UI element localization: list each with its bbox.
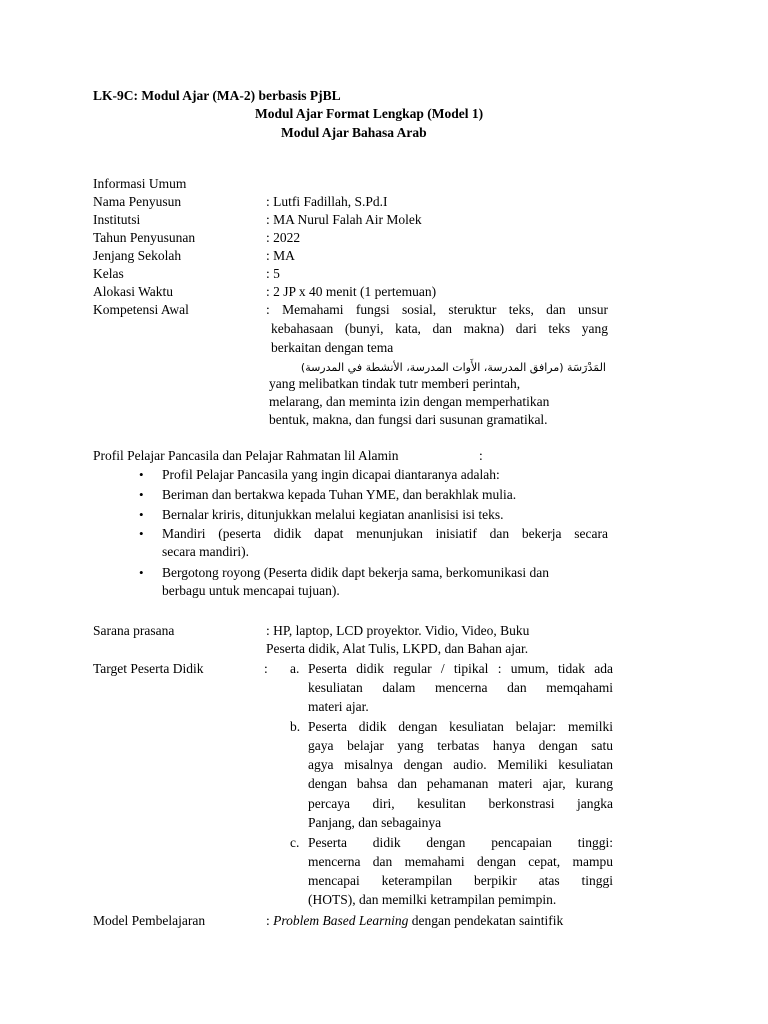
target-item-line: Peserta didik dengan pencapaian tinggi: (308, 835, 613, 850)
info-label-kelas: Kelas (93, 266, 124, 281)
profil-item: Bergotong royong (Peserta didik dapt bekerja sama, berkomunikasi dan (162, 565, 550, 580)
target-item-line: Peserta didik dengan kesuliatan belajar: memilki (308, 719, 613, 734)
module-format-title: Modul Ajar Format Lengkap (Model 1) (255, 106, 484, 121)
target-item-line: (HOTS), dan memilki ketrampilan pemimpin. (308, 892, 557, 907)
info-value-kelas: : 5 (266, 266, 280, 281)
profil-item-continuation: secara mandiri). (162, 544, 249, 559)
target-item-line: Peserta didik regular / tipikal : umum, tidak ada (308, 661, 613, 676)
kompetensi-line: kebahasaan (bunyi, kata, dan makna) dari teks yang (271, 321, 608, 336)
kompetensi-line: bentuk, makna, dan fungsi dari susunan gramatikal. (269, 412, 548, 427)
info-label-kompetensi: Kompetensi Awal (93, 302, 189, 317)
info-label-jenjang: Jenjang Sekolah (93, 248, 182, 263)
profil-item-continuation: berbagu untuk mencapai tujuan). (162, 583, 340, 598)
model-approach: dengan pendekatan saintifik (408, 913, 564, 928)
profil-item: Bernalar kriris, ditunjukkan melalui kegiatan ananlisisi isi teks. (162, 507, 504, 522)
target-item-line: materi ajar. (308, 699, 369, 714)
target-item-line: percaya diri, kesulitan berkonstrasi jangka (308, 796, 613, 811)
bullet-icon: • (139, 487, 144, 502)
section-heading-profil: Profil Pelajar Pancasila dan Pelajar Rahmatan lil Alamin (93, 448, 399, 463)
section-heading-informasi-umum: Informasi Umum (93, 176, 187, 191)
info-label-nama: Nama Penyusun (93, 194, 182, 209)
model-colon: : (266, 913, 274, 928)
target-item-line: gaya belajar yang terbatas hanya dengan satu (308, 738, 613, 753)
model-label: Model Pembelajaran (93, 913, 206, 928)
info-value-institusi: : MA Nurul Falah Air Molek (266, 212, 422, 227)
module-code-title: LK-9C: Modul Ajar (MA-2) berbasis PjBL (93, 88, 341, 103)
profil-item: Profil Pelajar Pancasila yang ingin dicapai diantaranya adalah: (162, 467, 500, 482)
profil-colon: : (479, 448, 483, 463)
model-value (266, 912, 563, 931)
model-name-italic: Problem Based Learning (273, 913, 409, 928)
kompetensi-line: melarang, dan meminta izin dengan memperhatikan (269, 394, 550, 409)
target-marker-c: c. (290, 835, 300, 850)
bullet-icon: • (139, 507, 144, 522)
kompetensi-line: berkaitan dengan tema (271, 340, 394, 355)
module-subject-title: Modul Ajar Bahasa Arab (281, 125, 427, 140)
kompetensi-line: : Memahami fungsi sosial, steruktur teks, dan unsur (266, 302, 608, 317)
profil-item: Beriman dan bertakwa kepada Tuhan YME, dan berakhlak mulia. (162, 487, 517, 502)
target-item-line: dengan bahsa dan pehamanan materi ajar, kurang (308, 776, 613, 791)
sarana-value-continuation: Peserta didik, Alat Tulis, LKPD, dan Bahan ajar. (266, 641, 529, 656)
sarana-label: Sarana prasana (93, 623, 175, 638)
info-label-institusi: Institutsi (93, 212, 141, 227)
target-label: Target Peserta Didik (93, 661, 204, 676)
kompetensi-arabic-line: المَدْرَسَة (مرافق المدرسة، الأَوات المدرسة، الأنشطة في المدرسة) (300, 361, 606, 374)
target-colon: : (264, 661, 268, 676)
info-value-alokasi: : 2 JP x 40 menit (1 pertemuan) (266, 284, 437, 299)
sarana-value: : HP, laptop, LCD proyektor. Vidio, Video, Buku (266, 623, 530, 638)
info-label-alokasi: Alokasi Waktu (93, 284, 174, 299)
info-label-tahun: Tahun Penyusunan (93, 230, 196, 245)
target-item-line: Panjang, dan sebagainya (308, 815, 442, 830)
bullet-icon: • (139, 526, 144, 541)
target-item-line: mencapai keterampilan berpikir atas tinggi (308, 873, 613, 888)
target-marker-a: a. (290, 661, 300, 676)
bullet-icon: • (139, 467, 144, 482)
info-value-tahun: : 2022 (266, 230, 301, 245)
kompetensi-line: yang melibatkan tindak tutr memberi perintah, (269, 376, 521, 391)
target-item-line: agya misalnya dengan audio. Memiliki kesuliatan (308, 757, 613, 772)
target-marker-b: b. (290, 719, 301, 734)
target-item-line: kesuliatan dalam mencerna dan memqahami (308, 680, 613, 695)
target-item-line: mencerna dan memahami dengan cepat, mampu (308, 854, 613, 869)
info-value-nama: : Lutfi Fadillah, S.Pd.I (266, 194, 388, 209)
info-value-jenjang: : MA (266, 248, 295, 263)
profil-item: Mandiri (peserta didik dapat menunjukan inisiatif dan bekerja secara (162, 526, 608, 541)
bullet-icon: • (139, 565, 144, 580)
